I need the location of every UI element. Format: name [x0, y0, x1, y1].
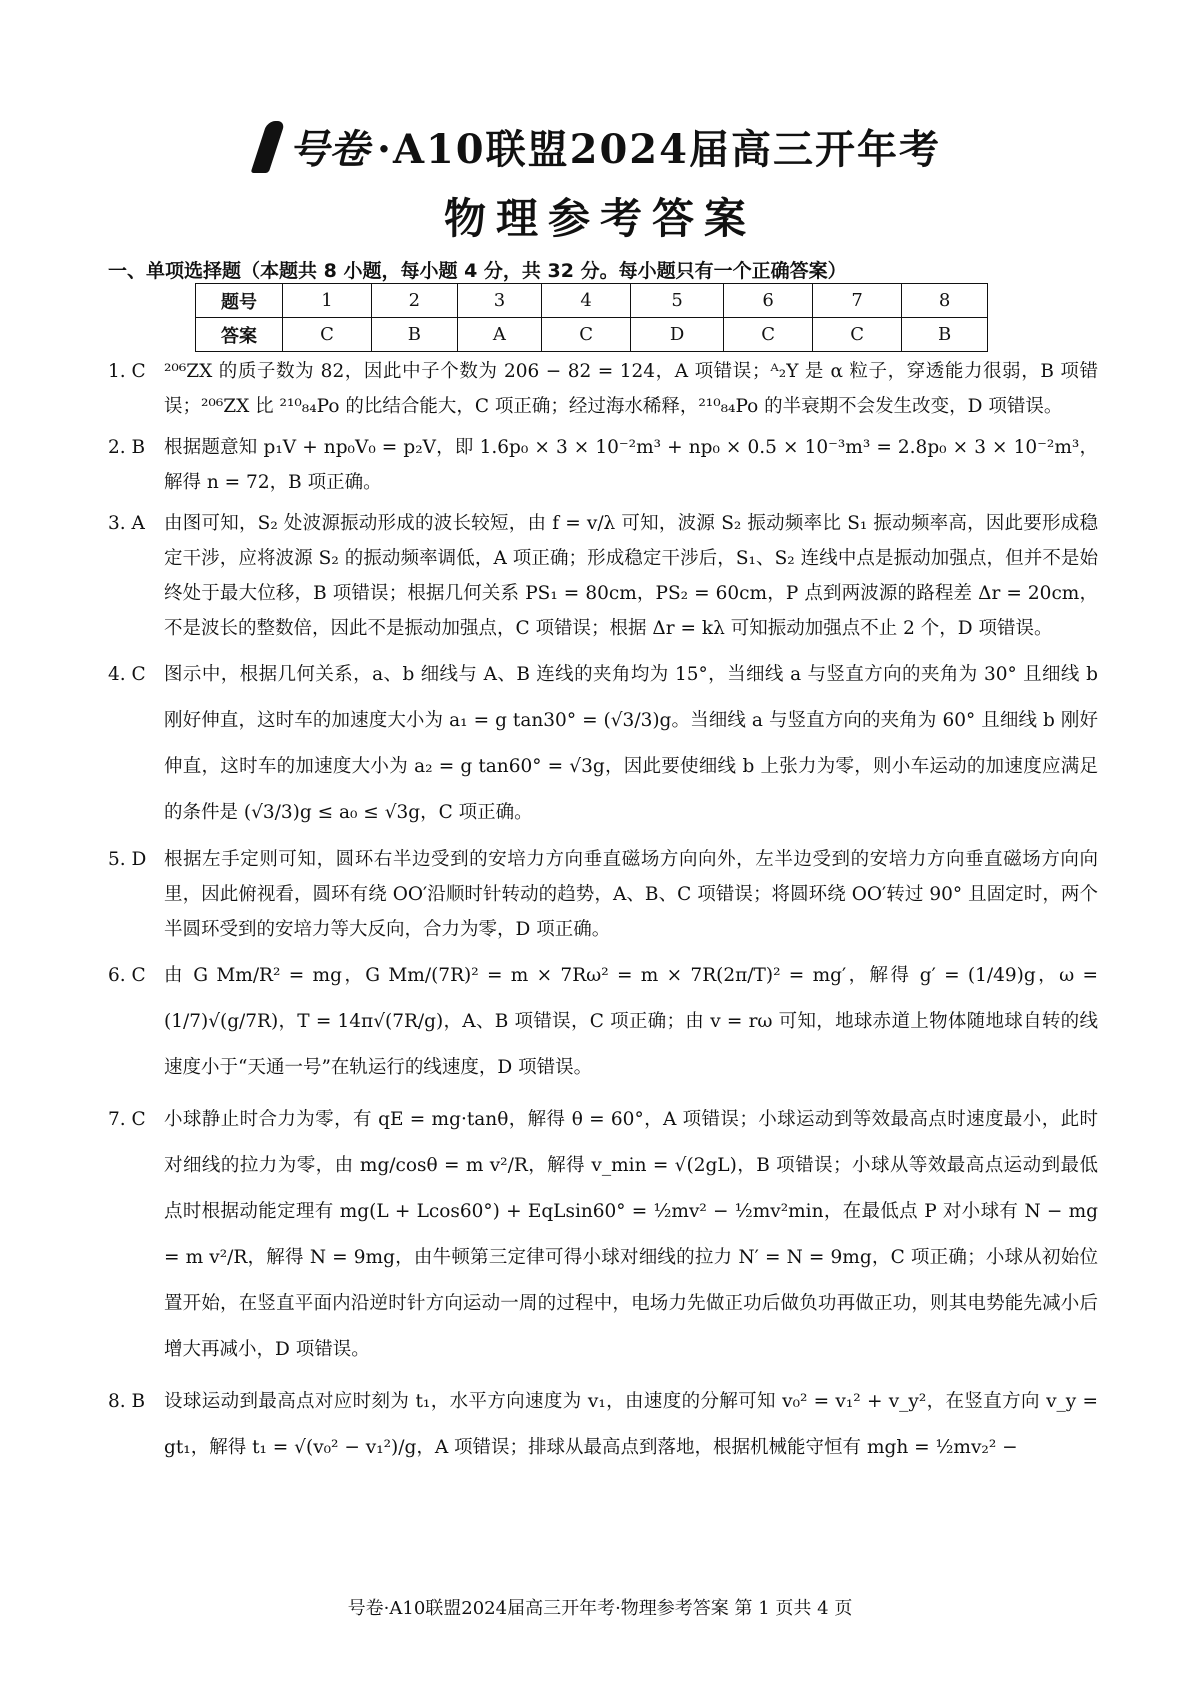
explanation-item — [108, 1379, 1098, 1471]
answer-cell: C — [283, 318, 372, 352]
row-label-number: 题号 — [196, 284, 283, 318]
item-number: 2. B — [108, 437, 146, 458]
answer-table — [195, 283, 988, 352]
explanation-item — [108, 953, 1098, 1091]
answer-cell: B — [372, 318, 458, 352]
answer-cell: C — [542, 318, 631, 352]
item-number: 7. C — [108, 1109, 146, 1130]
item-text: 根据题意知 p₁V + np₀V₀ = p₂V，即 1.6p₀ × 3 × 10⁻²m³ + np₀ × 0.5 × 10⁻³m³ = 2.8p₀ × 3 × 10⁻²m³，解得 n = 72，B 项正确。 — [164, 437, 1098, 493]
question-number: 7 — [813, 284, 902, 318]
question-number: 2 — [372, 284, 458, 318]
explanation-item — [108, 842, 1098, 947]
item-number: 8. B — [108, 1391, 146, 1412]
explanation-item — [108, 1097, 1098, 1373]
page-footer: 号卷·A10联盟2024届高三开年考·物理参考答案 第 1 页共 4 页 — [347, 1598, 853, 1619]
item-number: 3. A — [108, 513, 145, 534]
brand-logo-icon — [251, 121, 286, 173]
question-number: 6 — [724, 284, 813, 318]
explanation-item — [108, 430, 1098, 500]
exam-title: ·A10联盟2024届高三开年考 — [377, 126, 941, 173]
item-text: 由图可知，S₂ 处波源振动形成的波长较短，由 f = v/λ 可知，波源 S₂ 振动频率比 S₁ 振动频率高，因此要形成稳定干涉，应将波源 S₂ 的振动频率调低，A 项正确；形成稳定干涉后，S₁、S₂ 连线中点是振动加强点，但并不是始终处于最大位移，B 项错误；根据几何关系 PS₁ = 80cm，PS₂ = 60cm，P 点到两波源的路程差 Δr = 20cm，不是波长的整数倍，因此不是振动加强点，C 项错误；根据 Δr = kλ 可知振动加强点不止 2 个，D 项错误。 — [164, 513, 1098, 639]
answer-cell: C — [813, 318, 902, 352]
answer-explanations — [108, 354, 1098, 1477]
item-text: 根据左手定则可知，圆环右半边受到的安培力方向垂直磁场方向向外，左半边受到的安培力方向垂直磁场方向向里，因此俯视看，圆环有绕 OO′沿顺时针转动的趋势，A、B、C 项错误；将圆环绕 OO′转过 90° 且固定时，两个半圆环受到的安培力等大反向，合力为零，D 项正确。 — [164, 849, 1098, 940]
answer-cell: A — [457, 318, 541, 352]
item-number: 1. C — [108, 361, 146, 382]
question-number: 8 — [902, 284, 988, 318]
item-text: 图示中，根据几何关系，a、b 细线与 A、B 连线的夹角均为 15°，当细线 a 与竖直方向的夹角为 30° 且细线 b 刚好伸直，这时车的加速度大小为 a₁ = g tan30° = (√3/3)g。当细线 a 与竖直方向的夹角为 60° 且细线 b 刚好伸直，这时车的加速度大小为 a₂ = g tan60° = √3g，因此要使细线 b 上张力为零，则小车运动的加速度应满足的条件是 (√3/3)g ≤ a₀ ≤ √3g，C 项正确。 — [164, 664, 1098, 823]
item-text: 由 G Mm/R² = mg，G Mm/(7R)² = m × 7Rω² = m × 7R(2π/T)² = mg′，解得 g′ = (1/49)g，ω = (1/7)√(g/7R)，T = 14π√(7R/g)，A、B 项错误，C 项正确；由 v = rω 可知，地球赤道上物体随地球自转的线速度小于“天通一号”在轨运行的线速度，D 项错误。 — [164, 965, 1098, 1078]
title-row — [0, 118, 1200, 175]
answer-cell: B — [902, 318, 988, 352]
explanation-item — [108, 652, 1098, 836]
document-title: 物理参考答案 — [443, 194, 756, 243]
question-number: 3 — [457, 284, 541, 318]
item-text: 设球运动到最高点对应时刻为 t₁，水平方向速度为 v₁，由速度的分解可知 v₀² = v₁² + v_y²，在竖直方向 v_y = gt₁，解得 t₁ = √(v₀² − v₁²)/g，A 项错误；排球从最高点到落地，根据机械能守恒有 mgh = ½mv₂² − — [164, 1391, 1098, 1458]
question-number: 4 — [542, 284, 631, 318]
answer-cell: D — [631, 318, 724, 352]
question-number: 5 — [631, 284, 724, 318]
answer-cell: C — [724, 318, 813, 352]
item-number: 5. D — [108, 849, 147, 870]
item-number: 6. C — [108, 965, 146, 986]
brand-name: 号卷 — [289, 126, 370, 173]
section-title: 一、单项选择题（本题共 8 小题，每小题 4 分，共 32 分。每小题只有一个正确答案） — [108, 260, 847, 282]
answer-row — [196, 318, 988, 352]
item-number: 4. C — [108, 664, 146, 685]
item-text: 小球静止时合力为零，有 qE = mg·tanθ，解得 θ = 60°，A 项错误；小球运动到等效最高点时速度最小，此时对细线的拉力为零，由 mg/cosθ = m v²/R，解得 v_min = √(2gL)，B 项错误；小球从等效最高点运动到最低点时根据动能定理有 mg(L + Lcos60°) + EqLsin60° = ½mv² − ½mv²min，在最低点 P 对小球有 N − mg = m v²/R，解得 N = 9mg，由牛顿第三定律可得小球对细线的拉力 N′ = N = 9mg，C 项正确；小球从初始位置开始，在竖直平面内沿逆时针方向运动一周的过程中，电场力先做正功后做负功再做正功，则其电势能先减小后增大再减小，D 项错误。 — [164, 1109, 1098, 1360]
row-label-answer: 答案 — [196, 318, 283, 352]
item-text: ²⁰⁶ZX 的质子数为 82，因此中子个数为 206 − 82 = 124，A 项错误；ᴬ₂Y 是 α 粒子，穿透能力很弱，B 项错误；²⁰⁶ZX 比 ²¹⁰₈₄Po 的比结合能大，C 项正确；经过海水稀释，²¹⁰₈₄Po 的半衰期不会发生改变，D 项错误。 — [164, 361, 1098, 417]
question-number-row — [196, 284, 988, 318]
explanation-item — [108, 506, 1098, 646]
question-number: 1 — [283, 284, 372, 318]
explanation-item — [108, 354, 1098, 424]
